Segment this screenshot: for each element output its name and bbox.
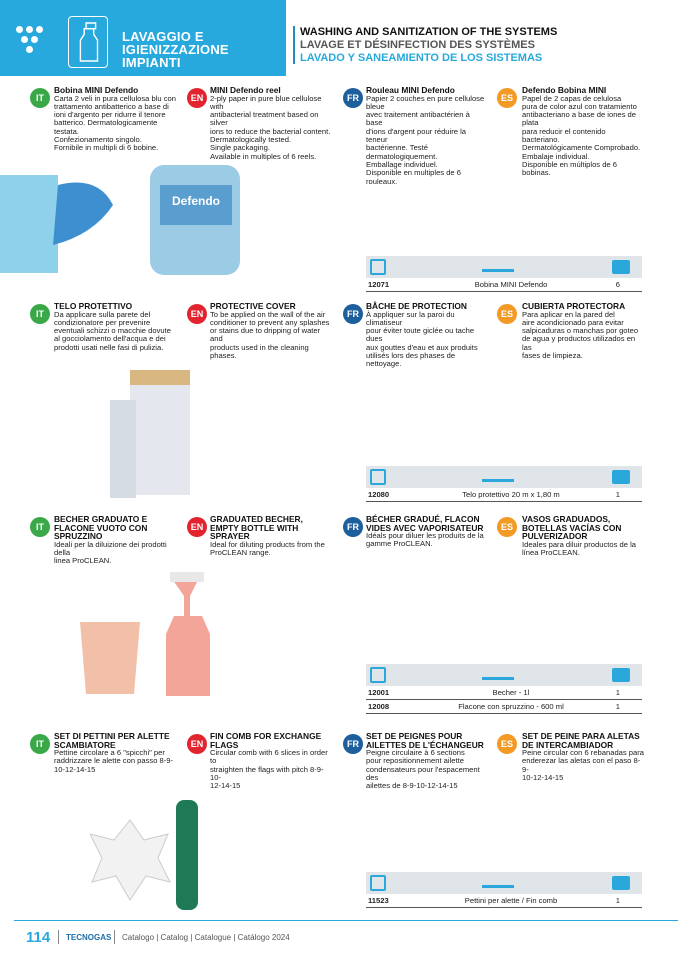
desc-fr [366,302,488,369]
table-header [366,466,642,488]
product-name: Pettini per alette / Fin comb [464,896,558,905]
ruler-icon [482,472,514,482]
desc-it [54,302,176,352]
ruler-icon [482,262,514,272]
desc-it [54,515,176,566]
lang-badge-en: EN [187,734,207,754]
code-search-icon [370,469,386,485]
product-title-it: SET DI PETTINI PER ALETTE SCAMBIATORE [54,731,170,750]
desc-line: línea ProCLEAN. [522,548,580,558]
desc-line: al gocciolamento dell'acqua e dei [54,334,166,344]
lang-badge-fr: FR [343,517,363,537]
product-name: Becher - 1l [492,688,530,697]
desc-line: Peigne circulaire à 6 sections [366,748,465,758]
product-title-en: MINI Defendo reel [210,85,281,95]
desc-line: Para aplicar en la pared del [522,309,615,319]
desc-line: avec traitement antibactérien à base [366,110,470,128]
lang-badge-fr: FR [343,88,363,108]
desc-line: Dermatologically tested. [210,135,292,145]
product-table [366,664,642,714]
header-banner [0,0,286,76]
page-footer [0,920,678,950]
desc-line: Pettine circolare a 6 "spicchi" per [54,748,165,758]
desc-line: Single packaging. [210,143,270,153]
product-code: 11523 [368,896,389,905]
desc-line: pura de color azul con tratamiento [522,101,637,111]
ruler-icon [482,670,514,680]
desc-line: Circular comb with 6 slices in order to [210,748,328,766]
header-divider [293,26,295,64]
desc-en [210,86,332,161]
table-row [366,686,642,700]
product-title-en: FIN COMB FOR EXCHANGE FLAGS [210,731,322,750]
header-title-en: WASHING AND SANITIZATION OF THE SYSTEMS [300,26,558,38]
desc-line: Ideales para diluir productos de la [522,539,636,549]
desc-line: 10-12-14-15 [54,764,96,774]
package-icon [612,668,630,682]
desc-line: condensateurs pour l'espacement des [366,764,480,783]
pack-qty: 1 [615,896,620,905]
product-title-es: CUBIERTA PROTECTORA [522,301,626,311]
table-row [366,700,642,714]
header-title-it: LAVAGGIO E IGIENIZZAZIONE IMPIANTI [122,29,229,70]
product-code: 12008 [368,702,390,711]
desc-line: Dermatológicamente Comprobado. [522,143,641,153]
footer-catalog: Catalogo | Catalog | Catalogue | Catálogo 2024 [122,933,290,942]
becher-bottle-image [80,572,220,702]
product-name: Telo protettivo 20 m x 1,80 m [462,490,560,499]
desc-line: antibacteriano a base de iones de plata [522,110,636,128]
desc-line: Disponible en multiples de 6 rouleaux. [366,168,461,186]
desc-line: para reducir el contenido bacteriano. [522,126,606,145]
product-table [366,872,642,908]
lang-badge-it: IT [30,734,50,754]
desc-line: condizionatore per prevenire [54,317,151,327]
product-name: Bobina MINI Defendo [474,280,548,289]
desc-line: Fornibile in multipli di 6 bobine. [54,143,159,153]
desc-line: trattamento antibatterico a base di [54,101,169,111]
table-row [366,278,642,292]
lang-badge-it: IT [30,88,50,108]
product-table [366,466,642,502]
desc-line: Carta 2 veli in pura cellulosa blu con [54,93,176,103]
package-icon [612,260,630,274]
lang-badge-it: IT [30,517,50,537]
desc-it [54,86,176,153]
lang-badge-it: IT [30,304,50,324]
product-title-it: BECHER GRADUATO E FLACONE VUOTO CON SPRUZZINO [54,514,148,542]
desc-line: d'ions d'argent pour réduire la teneur [366,126,466,145]
product-code: 12001 [368,688,390,697]
product-title-es: SET DE PEINE PARA ALETAS DE INTERCAMBIADOR [522,731,640,750]
desc-line: bactérienne. Testé dermatologiquement. [366,143,438,161]
page-number: 114 [26,929,51,946]
desc-line: Ideal for diluting products from the [210,539,325,549]
package-icon [612,470,630,484]
desc-fr [366,86,488,186]
code-search-icon [370,259,386,275]
pack-qty: 1 [615,490,620,499]
desc-line: utilisés lors des phases de nettoyage. [366,351,456,369]
desc-line: Idéals pour diluer les produits de la [366,531,484,541]
product-title-it: Bobina MINI Defendo [54,85,139,95]
lang-badge-fr: FR [343,734,363,754]
desc-line: aux gouttes d'eau et aux produits [366,342,478,352]
pack-qty: 6 [615,280,620,289]
lang-badge-en: EN [187,517,207,537]
desc-line: ailettes de 8-9-10-12-14-15 [366,781,458,791]
desc-en [210,302,332,360]
product-name: Flacone con spruzzino - 600 ml [458,702,564,711]
pack-qty: 1 [615,688,620,697]
lang-badge-es: ES [497,88,517,108]
footer-brand: TECNOGAS [66,933,112,942]
lang-badge-es: ES [497,517,517,537]
desc-line: Papier 2 couches en pure cellulose bleue [366,93,485,111]
page-header [0,0,678,76]
lang-badge-en: EN [187,88,207,108]
desc-line: 12-14-15 [210,781,241,791]
desc-line: aire acondicionado para evitar [522,317,624,327]
product-code: 12080 [368,490,390,499]
header-title-es: LAVADO Y SANEAMIENTO DE LOS SISTEMAS [300,52,543,64]
footer-divider [114,930,115,944]
desc-line: eventuali schizzi o macchie dovute [54,326,171,336]
desc-es [522,515,644,557]
desc-line: À appliquer sur la paroi du climatiseur [366,309,455,327]
desc-line: linea ProCLEAN. [54,556,112,566]
desc-line: batterico. Dermatologicamente testata. [54,118,158,136]
desc-es [522,732,644,782]
package-icon [612,876,630,890]
desc-line: raddrizzare le alette con passo 8-9- [54,756,174,766]
desc-line: salpicaduras o manchas por goteo [522,326,639,336]
product-title-fr: BÉCHER GRADUÉ, FLACON VIDES AVEC VAPORISATEUR [366,514,484,533]
table-header [366,872,642,894]
desc-line: conditioner to prevent any splashes [210,317,330,327]
header-title-fr: LAVAGE ET DÉSINFECTION DES SYSTÈMES [300,39,535,51]
desc-line: or stains due to dripping of water and [210,326,321,344]
product-table [366,256,642,292]
desc-line: gamme ProCLEAN. [366,539,433,549]
desc-en [210,515,332,557]
desc-en [210,732,332,791]
desc-line: de agua y productos utilizados en las [522,334,636,352]
desc-es [522,86,644,178]
desc-es [522,302,644,360]
table-row [366,488,642,502]
desc-line: straighten the flags with pitch 8-9-10- [210,764,324,783]
desc-fr [366,515,488,549]
desc-line: Confezionamento singolo. [54,135,142,145]
product-title-fr: BÂCHE DE PROTECTION [366,301,467,311]
lang-badge-es: ES [497,304,517,324]
desc-line: enderezar las aletas con el paso 8-9- [522,756,641,774]
product-title-es: Defendo Bobina MINI [522,85,607,95]
desc-line: Embalaje individual. [522,151,590,161]
footer-divider [58,930,59,944]
product-title-fr: Rouleau MINI Defendo [366,85,455,95]
header-titles [300,26,557,65]
ruler-icon [482,878,514,888]
table-header [366,664,642,686]
pack-qty: 1 [615,702,620,711]
brand-dots-icon [16,26,46,54]
code-search-icon [370,875,386,891]
desc-it [54,732,176,774]
desc-line: ProCLEAN range. [210,548,271,558]
product-title-en: GRADUATED BECHER, EMPTY BOTTLE WITH SPRAYER [210,514,303,542]
paper-roll-image [0,165,245,275]
product-title-es: VASOS GRADUADOS, BOTELLAS VACÍAS CON PULVERIZADOR [522,514,622,542]
desc-line: pour repositionnement ailette [366,756,464,766]
desc-line: fases de limpieza. [522,351,583,361]
table-row [366,894,642,908]
table-header [366,256,642,278]
desc-line: Disponible en múltiplos de 6 bobinas. [522,159,617,178]
desc-line: 2-ply paper in pure blue cellulose with [210,93,322,111]
desc-line: Ideali per la diluizione dei prodotti della [54,539,167,558]
lang-badge-en: EN [187,304,207,324]
code-search-icon [370,667,386,683]
desc-line: Emballage individuel. [366,159,438,169]
desc-line: 10-12-14-15 [522,773,564,783]
spray-bottle-icon [68,16,108,68]
protective-cover-image [100,370,200,498]
desc-line: ioni d'argento per ridurre il tenore [54,110,166,120]
desc-line: Peine circular con 6 rebanadas para [522,748,644,758]
footer-line [14,920,678,921]
desc-line: Da applicare sulla parete del [54,309,151,319]
desc-fr [366,732,488,791]
desc-line: antibacterial treatment based on silver [210,110,319,128]
svg-text:Defendo: Defendo [172,194,220,208]
desc-line: Papel de 2 capas de celulosa [522,93,622,103]
lang-badge-es: ES [497,734,517,754]
desc-line: pour éviter toute giclée ou tache dues [366,326,475,344]
desc-line: ions to reduce the bacterial content. [210,126,331,136]
desc-line: prodotti usati nelle fasi di pulizia. [54,342,164,352]
fin-comb-image [90,800,210,910]
product-title-en: PROTECTIVE COVER [210,301,296,311]
lang-badge-fr: FR [343,304,363,324]
product-title-it: TELO PROTETTIVO [54,301,133,311]
desc-line: products used in the cleaning phases. [210,342,309,361]
desc-line: To be applied on the wall of the air [210,309,326,319]
product-code: 12071 [368,280,390,289]
desc-line: Available in multiples of 6 reels. [210,151,317,161]
product-title-fr: SET DE PEIGNES POUR AILETTES DE L'ÉCHANGEUR [366,731,484,750]
